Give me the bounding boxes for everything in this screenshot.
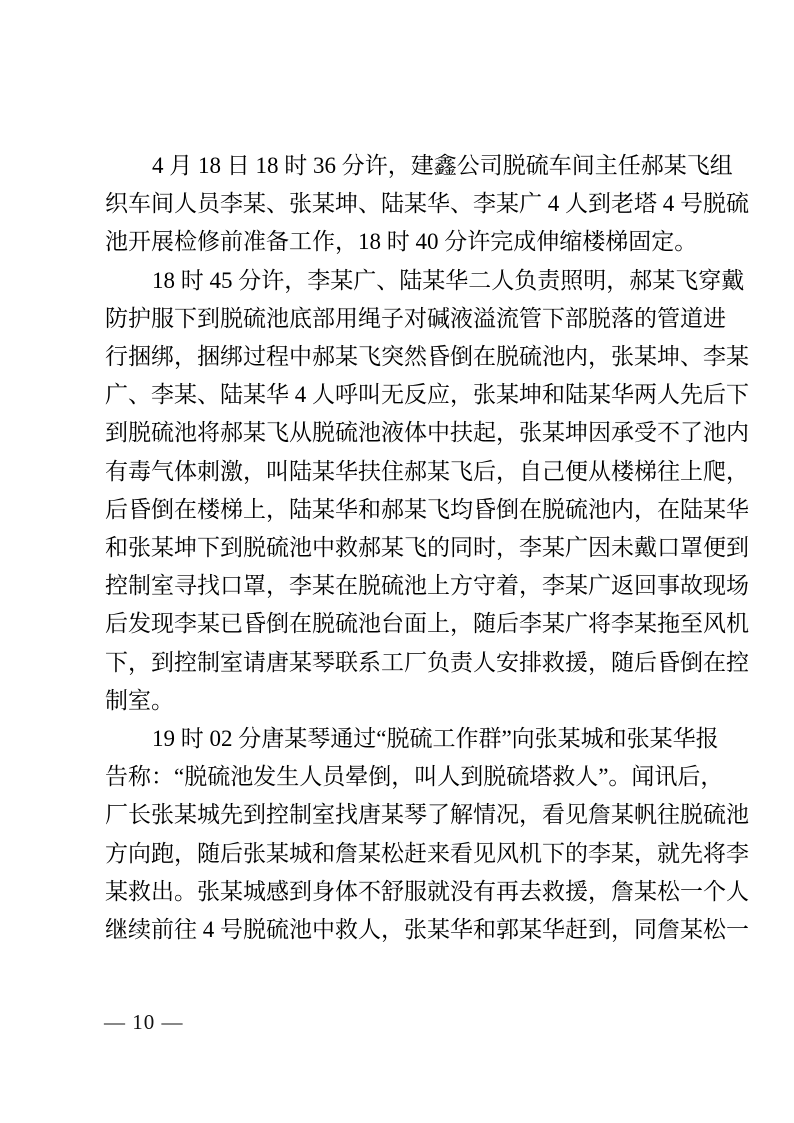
- text-line: 防护服下到脱硫池底部用绳子对碱液溢流管下部脱落的管道进: [105, 305, 726, 331]
- page-number: — 10 —: [104, 1010, 184, 1034]
- document-content: [105, 147, 749, 949]
- paragraph: [105, 147, 749, 262]
- text-line: 4 月 18 日 18 时 36 分许，建鑫公司脱硫车间主任郝某飞组: [152, 153, 733, 178]
- text-line: 后昏倒在楼梯上，陆某华和郝某飞均昏倒在脱硫池内，在陆某华: [105, 496, 749, 522]
- text-line: 池开展检修前准备工作，18 时 40 分许完成伸缩楼梯固定。: [105, 229, 698, 255]
- text-line: 厂长张某城先到控制室找唐某琴了解情况，看见詹某帆往脱硫池: [105, 802, 749, 828]
- text-line: 某救出。张某城感到身体不舒服就没有再去救援，詹某松一个人: [105, 878, 749, 904]
- text-line: 到脱硫池将郝某飞从脱硫池液体中扶起，张某坤因承受不了池内: [105, 420, 749, 446]
- paragraph: [105, 720, 749, 949]
- text-line: 有毒气体刺激，叫陆某华扶住郝某飞后，自己便从楼梯往上爬，: [105, 458, 749, 484]
- text-line: 19 时 02 分唐某琴通过“脱硫工作群”向张某城和张某华报: [152, 726, 719, 752]
- text-line: 和张某坤下到脱硫池中救郝某飞的同时，李某广因未戴口罩便到: [105, 535, 749, 561]
- text-line: 方向跑，随后张某城和詹某松赶来看见风机下的李某，就先将李: [105, 840, 749, 866]
- text-line: 后发现李某已昏倒在脱硫池台面上，随后李某广将李某拖至风机: [105, 611, 749, 637]
- text-line: 行捆绑，捆绑过程中郝某飞突然昏倒在脱硫池内，张某坤、李某: [105, 344, 749, 370]
- text-line: 下，到控制室请唐某琴联系工厂负责人安排救援，随后昏倒在控: [105, 649, 749, 675]
- text-line: 告称：“脱硫池发生人员晕倒，叫人到脱硫塔救人”。闻讯后，: [105, 764, 724, 790]
- text-line: 继续前往 4 号脱硫池中救人，张某华和郭某华赶到，同詹某松一: [105, 917, 749, 943]
- text-line: 制室。: [105, 687, 174, 713]
- paragraph: [105, 262, 749, 720]
- text-line: 控制室寻找口罩，李某在脱硫池上方守着，李某广返回事故现场: [105, 573, 749, 599]
- text-line: 18 时 45 分许，李某广、陆某华二人负责照明，郝某飞穿戴: [152, 267, 745, 293]
- text-line: 广、李某、陆某华 4 人呼叫无反应，张某坤和陆某华两人先后下: [105, 382, 749, 408]
- text-line: 织车间人员李某、张某坤、陆某华、李某广 4 人到老塔 4 号脱硫: [105, 191, 749, 217]
